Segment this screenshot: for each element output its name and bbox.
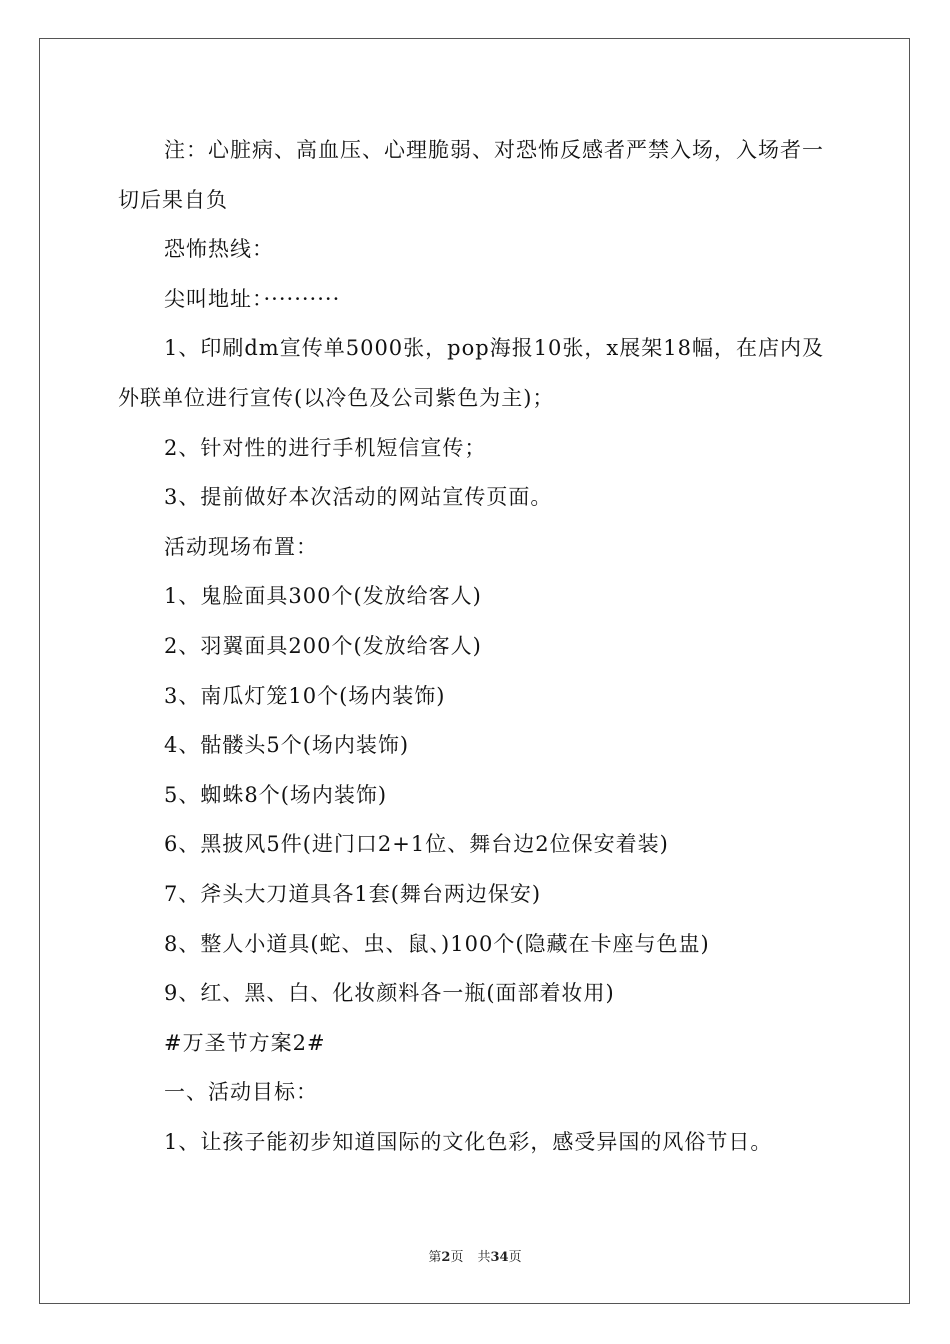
paragraph: 9、红、黑、白、化妆颜料各一瓶(面部着妆用) (164, 981, 615, 1006)
paragraph: 4、骷髅头5个(场内装饰) (164, 733, 410, 758)
footer-prefix: 第 (428, 1250, 442, 1265)
paragraph: 活动现场布置： (164, 534, 318, 559)
paragraph: 1、让孩子能初步知道国际的文化色彩，感受异国的风俗节日。 (164, 1129, 773, 1154)
paragraph: 3、提前做好本次活动的网站宣传页面。 (164, 485, 553, 510)
paragraph: 2、羽翼面具200个(发放给客人) (164, 633, 482, 658)
paragraph: 7、斧头大刀道具各1套(舞台两边保安) (164, 881, 542, 906)
paragraph: 5、蜘蛛8个(场内装饰) (164, 782, 388, 807)
paragraph: 8、整人小道具(蛇、虫、鼠、)100个(隐藏在卡座与色盅) (164, 931, 710, 956)
paragraph: 恐怖热线： (164, 237, 274, 262)
footer-page-suffix: 页 (450, 1250, 464, 1265)
paragraph: 一、活动目标： (164, 1080, 318, 1105)
footer-total-prefix: 共 (477, 1250, 491, 1265)
paragraph: #万圣节方案2# (164, 1030, 326, 1055)
page-footer (0, 1246, 950, 1265)
paragraph: 1、鬼脸面具300个(发放给客人) (164, 584, 482, 609)
footer-total-pages: 34 (490, 1250, 509, 1265)
paragraph: 2、针对性的进行手机短信宣传； (164, 435, 487, 460)
paragraph: 3、南瓜灯笼10个(场内装饰) (164, 683, 446, 708)
document-body (118, 126, 838, 1167)
footer-total-suffix: 页 (508, 1250, 522, 1265)
paragraph: 1、印刷dm宣传单5000张，pop海报10张，x展架18幅，在店内及外联单位进行宣传(以冷色及公司紫色为主)； (118, 336, 824, 410)
paragraph: 6、黑披风5件(进门口2+1位、舞台边2位保安着装) (164, 832, 669, 857)
paragraph: 注：心脏病、高血压、心理脆弱、对恐怖反感者严禁入场，入场者一切后果自负 (118, 138, 824, 212)
footer-page-number: 2 (441, 1250, 451, 1265)
paragraph: 尖叫地址：·········· (164, 286, 341, 311)
